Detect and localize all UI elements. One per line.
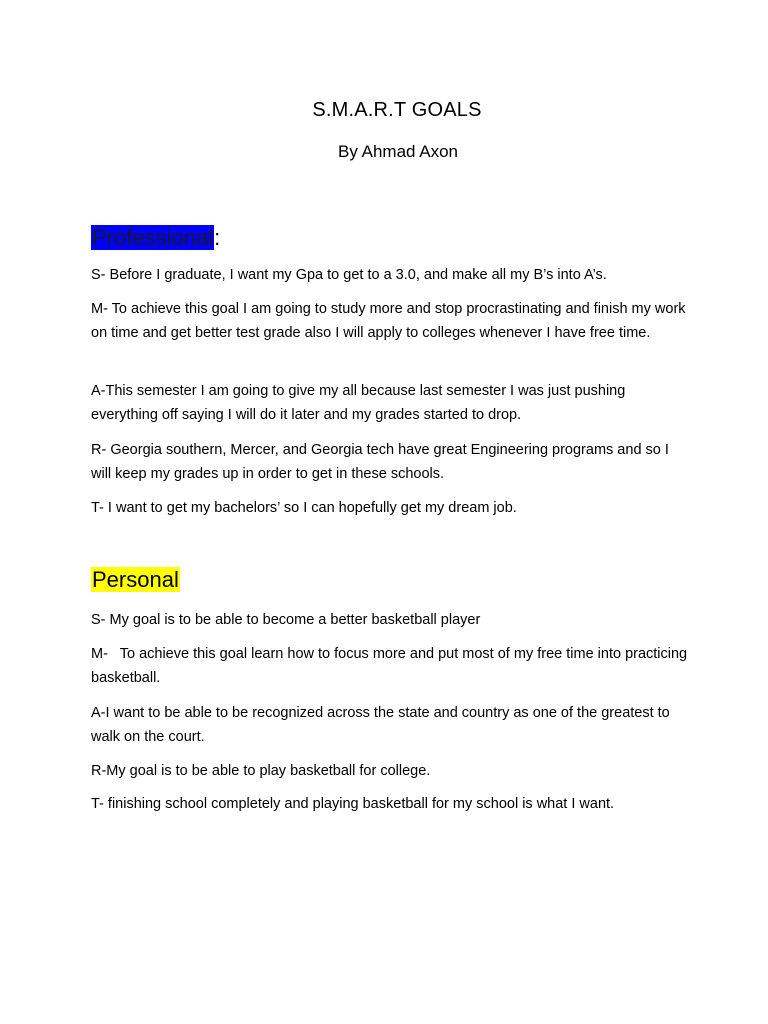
professional-goal-measurable: M- To achieve this goal I am going to study more and stop procrastinating and finish my work on time and get better test grade also I will apply to colleges whenever I have free time. [91, 301, 686, 341]
professional-heading-colon: : [214, 225, 221, 250]
professional-heading-highlight: Professional [92, 225, 214, 250]
professional-goal-achievable: A-This semester I am going to give my all because last semester I was just pushing everything off saying I will do it later and my grades started to drop. [91, 383, 626, 423]
personal-goal-achievable: A-I want to be able to be recognized across the state and country as one of the greatest to walk on the court. [91, 705, 670, 745]
personal-goal-specific: S- My goal is to be able to become a better basketball player [91, 612, 481, 628]
professional-goal-relevant: R- Georgia southern, Mercer, and Georgia tech have great Engineering programs and so I will keep my grades up in order to get in these schools. [91, 442, 669, 482]
document-byline: By Ahmad Axon [337, 142, 459, 161]
personal-goal-measurable: M- To achieve this goal learn how to focus more and put most of my free time into practicing basketball. [91, 646, 692, 686]
document-title: S.M.A.R.T GOALS [312, 99, 482, 121]
section-heading-personal [91, 565, 180, 595]
personal-heading-highlight: Personal [92, 567, 179, 592]
professional-goal-timely: T- I want to get my bachelors’ so I can hopefully get my dream job. [91, 500, 517, 516]
section-heading-professional [91, 223, 220, 253]
professional-goal-specific: S- Before I graduate, I want my Gpa to get to a 3.0, and make all my B’s into A’s. [91, 267, 607, 283]
personal-goal-relevant: R-My goal is to be able to play basketball for college. [91, 763, 431, 779]
personal-goal-timely: T- finishing school completely and playing basketball for my school is what I want. [91, 796, 615, 812]
